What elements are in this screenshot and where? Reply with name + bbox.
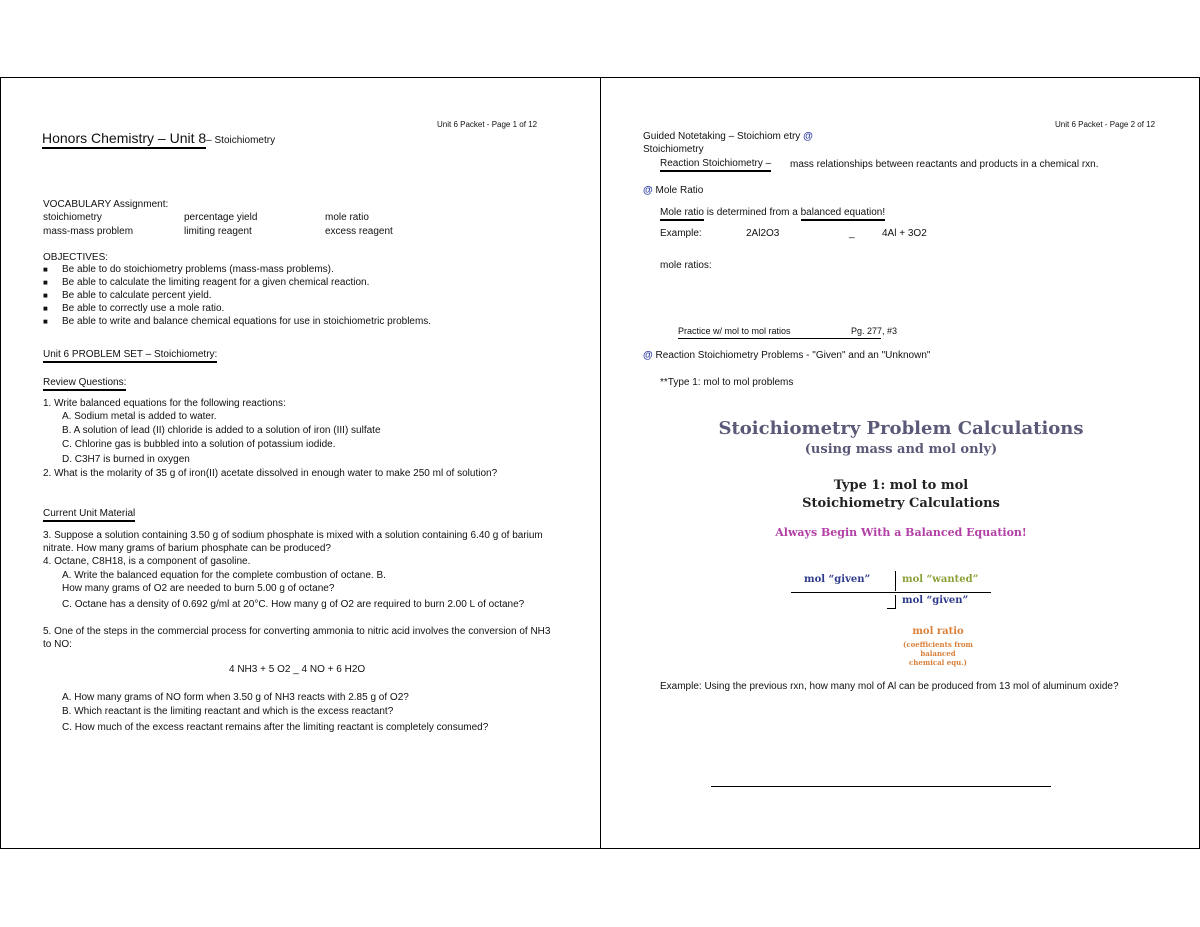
fraction-divider <box>895 571 896 591</box>
reaction-stoich-term: Reaction Stoichiometry – <box>660 158 771 172</box>
slide-type: Type 1: mol to mol <box>833 478 969 493</box>
page-header: Unit 6 Packet - Page 1 of 12 <box>437 120 538 129</box>
fraction-bracket <box>887 595 896 609</box>
question-4: 4. Octane, C8H18, is a component of gasoline. <box>43 556 251 567</box>
review-heading <box>43 377 126 388</box>
guided-text: Guided Notetaking – Stoichiom etry <box>643 131 801 142</box>
example-reactant: 2Al2O3 <box>746 228 780 239</box>
title-main: Honors Chemistry – Unit 8 <box>42 130 206 149</box>
question-1-item: D. C3H7 is burned in oxygen <box>62 454 190 465</box>
question-4-part-b: How many grams of O2 are needed to burn 5.00 g of octane? <box>62 583 335 594</box>
review-heading-text: Review Questions: <box>43 377 126 391</box>
vocab-item: mass-mass problem <box>43 226 134 237</box>
bullet-icon: ■ <box>43 304 48 313</box>
slide-title: Stoichiometry Problem Calculations <box>718 418 1084 439</box>
answer-line <box>711 786 1051 787</box>
at-bullet-icon: @ <box>643 185 653 196</box>
question-3: 3. Suppose a solution containing 3.50 g of sodium phosphate is mixed with a solution containing 6.40 g of barium nitrate. How many grams of barium phosphate can be produced? <box>43 530 543 554</box>
mole-ratio-term: Mole ratio <box>660 207 704 221</box>
balanced-equation-term: balanced equation! <box>801 207 886 221</box>
practice-text: Practice w/ mol to mol ratios <box>678 326 791 336</box>
question-4-part-a: A. Write the balanced equation for the complete combustion of octane. B. <box>62 570 386 581</box>
vocab-item: limiting reagent <box>184 226 252 237</box>
coefficients-note: balanced <box>920 649 956 658</box>
page-left <box>0 77 601 849</box>
vocab-item: stoichiometry <box>43 212 102 223</box>
question-5-item: B. Which reactant is the limiting reactant and which is the excess reactant? <box>62 706 394 717</box>
current-heading <box>43 508 135 519</box>
coefficients-note: (coefficients from <box>903 640 973 649</box>
objectives-heading: OBJECTIVES: <box>43 252 109 263</box>
objective-item: Be able to calculate percent yield. <box>62 290 212 301</box>
question-1: 1. Write balanced equations for the following reactions: <box>43 398 286 409</box>
vocab-heading: VOCABULARY Assignment: <box>43 199 169 210</box>
question-5-item: C. How much of the excess reactant remains after the limiting reactant is completely consumed? <box>62 722 489 733</box>
bullet-icon: ■ <box>43 317 48 326</box>
question-4-part-c: C. Octane has a density of 0.692 g/ml at 20°C. How many g of O2 are required to burn 2.00 L of octane? <box>62 599 525 610</box>
slide-subtitle: (using mass and mol only) <box>804 442 998 457</box>
question-5-item: A. How many grams of NO form when 3.50 g of NH3 reacts with 2.85 g of O2? <box>62 692 409 703</box>
bullet-icon: ■ <box>43 278 48 287</box>
vocab-item: excess reagent <box>325 226 393 237</box>
mole-ratios-label: mole ratios: <box>660 260 712 271</box>
bullet-icon: ■ <box>43 291 48 300</box>
page-title <box>42 130 275 146</box>
question-1-item: B. A solution of lead (II) chloride is added to a solution of iron (III) sulfate <box>62 425 381 436</box>
example-arrow: _ <box>849 228 855 239</box>
mole-ratio-text: is determined from a <box>706 207 798 218</box>
problem-set-heading-text: Unit 6 PROBLEM SET – Stoichiometry: <box>43 349 217 363</box>
slide-type-subtitle: Stoichiometry Calculations <box>802 496 1000 511</box>
objective-item: Be able to do stoichiometry problems (mass-mass problems). <box>62 264 334 275</box>
fraction-wanted: mol “wanted” <box>902 574 979 585</box>
current-heading-text: Current Unit Material <box>43 508 135 522</box>
example-products: 4Al + 3O2 <box>882 228 927 239</box>
guided-heading <box>643 131 813 142</box>
example-label: Example: <box>660 228 702 239</box>
type1-label: **Type 1: mol to mol problems <box>660 377 794 388</box>
objective-item: Be able to correctly use a mole ratio. <box>62 303 225 314</box>
mole-ratio-statement <box>660 207 885 218</box>
at-bullet-icon: @ <box>803 131 813 142</box>
mol-ratio-label: mol ratio <box>912 626 964 637</box>
coefficients-note: chemical equ.) <box>909 658 967 667</box>
fraction-bar <box>791 592 991 593</box>
example-2: Example: Using the previous rxn, how many mol of Al can be produced from 13 mol of aluminum oxide? <box>660 681 1119 692</box>
objective-item: Be able to write and balance chemical equations for use in stoichiometric problems. <box>62 316 432 327</box>
fraction-given: mol “given” <box>804 574 871 585</box>
rsp-heading-text: Reaction Stoichiometry Problems - "Given" and an "Unknown" <box>655 350 931 361</box>
mole-ratio-heading-text: Mole Ratio <box>655 185 704 196</box>
practice-page: Pg. 277, #3 <box>851 326 898 336</box>
question-1-item: A. Sodium metal is added to water. <box>62 411 217 422</box>
question-2: 2. What is the molarity of 35 g of iron(II) acetate dissolved in enough water to make 250 ml of solution? <box>43 468 498 479</box>
problem-set-heading <box>43 349 217 360</box>
page-right <box>600 77 1200 849</box>
vocab-item: mole ratio <box>325 212 369 223</box>
vocab-item: percentage yield <box>184 212 258 223</box>
rsp-heading <box>643 350 930 361</box>
title-suffix: – Stoichiometry <box>206 135 276 146</box>
practice-line <box>678 326 898 339</box>
bullet-icon: ■ <box>43 265 48 274</box>
stoichiometry-label: Stoichiometry <box>643 144 704 155</box>
slide-always: Always Begin With a Balanced Equation! <box>775 526 1027 539</box>
question-5-equation: 4 NH3 + 5 O2 _ 4 NO + 6 H2O <box>229 664 366 675</box>
objective-item: Be able to calculate the limiting reagent for a given chemical reaction. <box>62 277 370 288</box>
at-bullet-icon: @ <box>643 350 653 361</box>
question-1-item: C. Chlorine gas is bubbled into a solution of potassium iodide. <box>62 439 336 450</box>
fraction-given-denominator: mol “given” <box>902 595 969 606</box>
mole-ratio-heading <box>643 185 703 196</box>
page-header: Unit 6 Packet - Page 2 of 12 <box>1055 120 1156 129</box>
reaction-stoich-definition: mass relationships between reactants and products in a chemical rxn. <box>790 159 1099 170</box>
question-5: 5. One of the steps in the commercial process for converting ammonia to nitric acid involves the conversion of NH3 to NO: <box>43 626 551 650</box>
